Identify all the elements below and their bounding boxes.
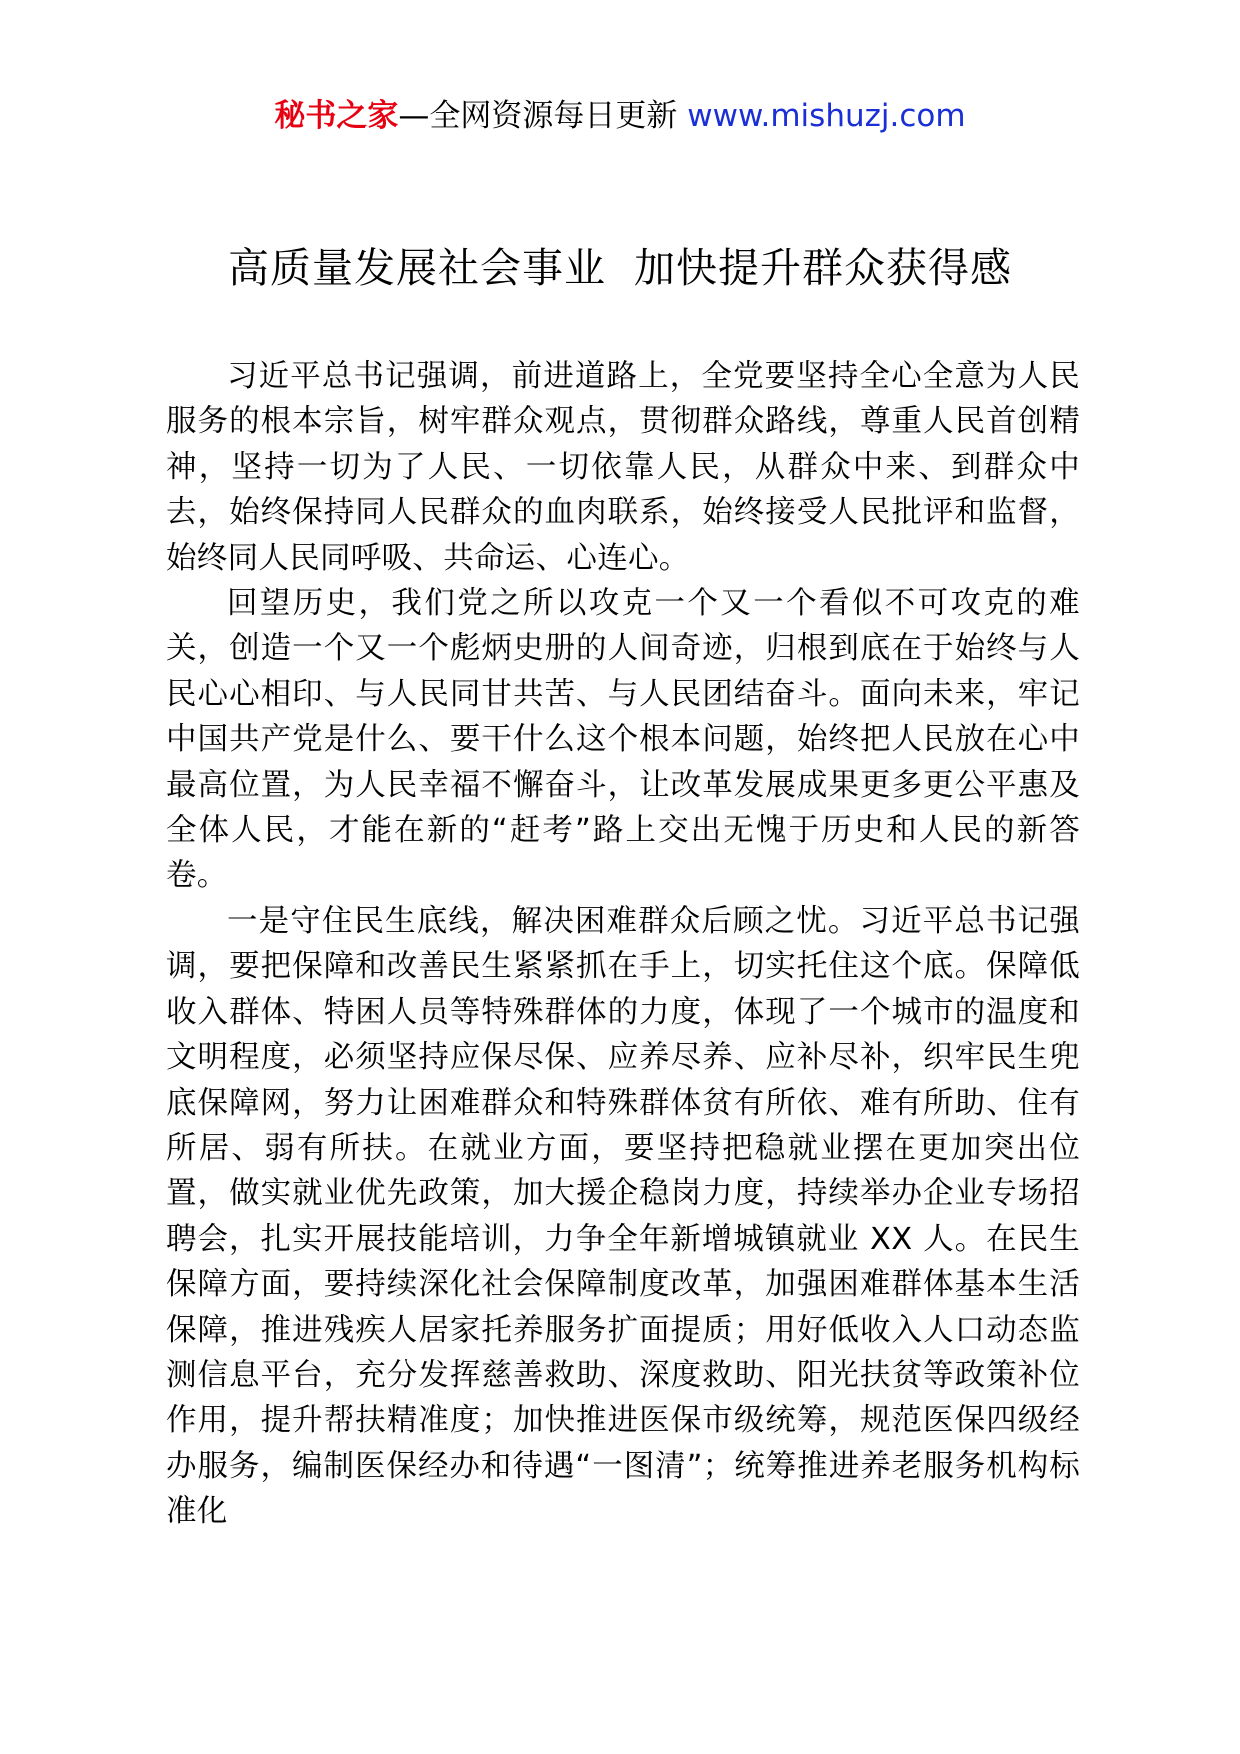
paragraph-3: 一是守住民生底线，解决困难群众后顾之忧。习近平总书记强调，要把保障和改善民生紧紧抓在手上，切实托住这个底。保障低收入群体、特困人员等特殊群体的力度，体现了一个城市的温度和文明程度，必须坚持应保尽保、应养尽养、应补尽补，织牢民生兜底保障网，努力让困难群众和特殊群体贫有所依、难有所助、住有所居、弱有所扶。在就业方面，要坚持把稳就业摆在更加突出位置，做实就业优先政策，加大援企稳岗力度，持续举办企业专场招聘会，扎实开展技能培训，力争全年新增城镇就业 XX 人。在民生保障方面，要持续深化社会保障制度改革，加强困难群体基本生活保障，推进残疾人居家托养服务扩面提质；用好低收入人口动态监测信息平台，充分发挥慈善救助、深度救助、阳光扶贫等政策补位作用，提升帮扶精准度；加快推进医保市级统筹，规范医保四级经办服务，编制医保经办和待遇“一图清”；统筹推进养老服务机构标准化: [166, 903, 1080, 1530]
site-url-link[interactable]: www.mishuzj.com: [687, 98, 966, 134]
paragraph-2: 回望历史，我们党之所以攻克一个又一个看似不可攻克的难关，创造一个又一个彪炳史册的人间奇迹，归根到底在于始终与人民心心相印、与人民同甘共苦、与人民团结奋斗。面向未来，牢记中国共产党是什么、要干什么这个根本问题，始终把人民放在心中最高位置，为人民幸福不懈奋斗，让改革发展成果更多更公平惠及全体人民，才能在新的“赶考”路上交出无愧于历史和人民的新答卷。: [166, 586, 1080, 894]
brand-name: 秘书之家: [274, 98, 399, 134]
paragraph-1: 习近平总书记强调，前进道路上，全党要坚持全心全意为人民服务的根本宗旨，树牢群众观点，贯彻群众路线，尊重人民首创精神，坚持一切为了人民、一切依靠人民，从群众中来、到群众中去，始终保持同人民群众的血肉联系，始终接受人民批评和监督，始终同人民同呼吸、共命运、心连心。: [166, 359, 1080, 576]
site-tagline: —全网资源每日更新: [398, 98, 688, 134]
document-body: [166, 354, 1080, 1535]
document-title: 高质量发展社会事业 加快提升群众获得感: [227, 244, 1013, 292]
site-header: [0, 96, 1240, 136]
